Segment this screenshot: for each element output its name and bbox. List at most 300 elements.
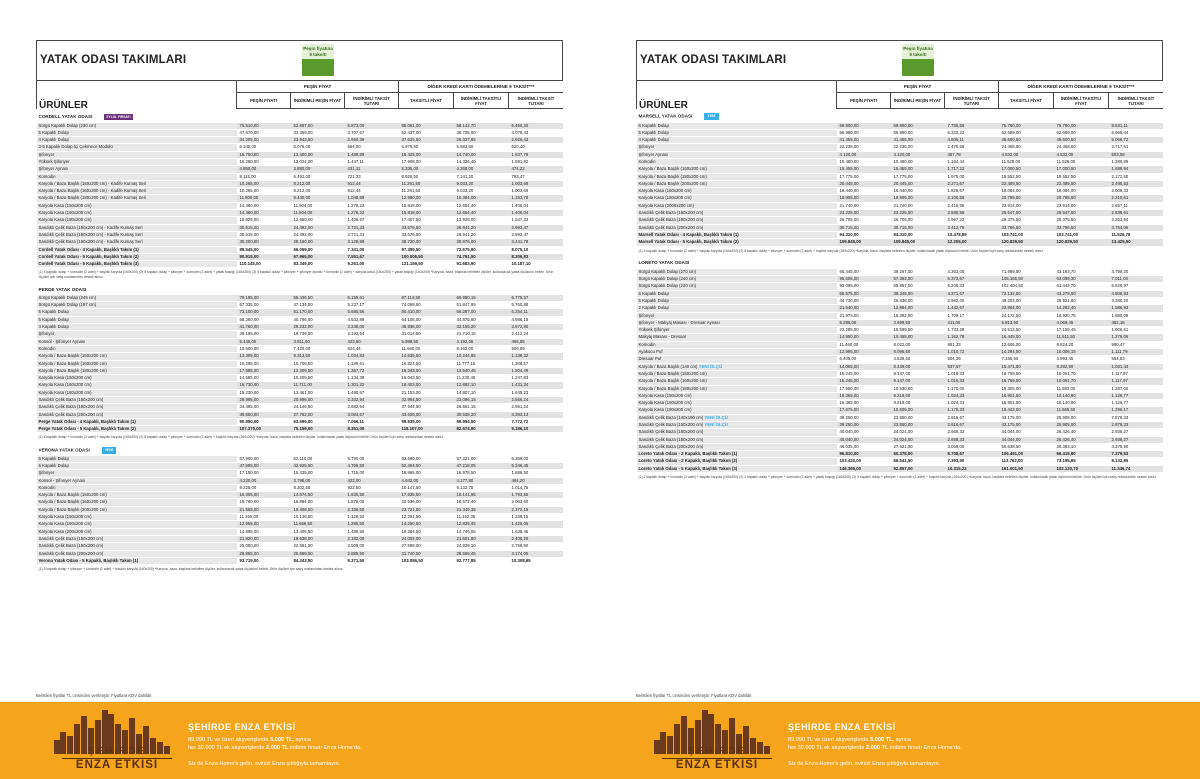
- price-cell: 19.230,00: [237, 389, 291, 396]
- price-cell: 7.155,50: [999, 356, 1054, 363]
- table-row: [37, 180, 564, 187]
- set-price: 103.420,00: [837, 458, 891, 465]
- product-name: 5 Kapaklı Dolap: [37, 316, 237, 323]
- price-cell: 504,39: [945, 356, 999, 363]
- price-cell: 1.034,83: [345, 353, 399, 360]
- price-cell: 9.440,00: [291, 195, 345, 202]
- product-name: Yüksek Şifonyer: [637, 327, 837, 334]
- price-cell: 22.489,50: [1054, 180, 1109, 187]
- note-row: [37, 268, 564, 281]
- price-cell: 5.583,60: [454, 144, 509, 151]
- price-cell: 29.375,50: [1054, 217, 1109, 224]
- price-cell: 6.826,97: [1109, 283, 1164, 290]
- table-row: [637, 276, 1164, 283]
- price-cell: 4.220,00: [237, 477, 291, 484]
- product-name: 5 Kapaklı Dolap: [637, 297, 837, 304]
- price-cell: 906,89: [509, 345, 564, 352]
- price-cell: 5.066,72: [1109, 137, 1164, 144]
- section-name: PERGE YATAK ODASI: [38, 286, 87, 292]
- product-name: Sandıklı Çelik Baza (160x200 cm) - Kadife Kumaş Seri: [37, 231, 237, 238]
- banner-text-1c: , ayrıca: [892, 737, 911, 743]
- set-price: 73.195,65: [1054, 458, 1109, 465]
- price-cell: 423,50: [345, 338, 399, 345]
- price-cell: 39.250,00: [837, 421, 891, 428]
- price-cell: 13.405,50: [291, 528, 345, 535]
- product-name: Şifonyer: [37, 151, 237, 158]
- total-row: [37, 418, 564, 425]
- price-cell: 19.736,50: [291, 331, 345, 338]
- price-cell: 1.406,04: [509, 210, 564, 217]
- price-cell: 1.826,67: [945, 188, 999, 195]
- price-cell: 14.746,05: [454, 528, 509, 535]
- price-cell: 1.247,83: [509, 375, 564, 382]
- promo-banner: [0, 702, 600, 779]
- price-cell: 30.715,00: [891, 224, 945, 231]
- price-cell: 16.750,00: [237, 151, 291, 158]
- price-cell: 8.439,00: [891, 363, 945, 370]
- product-name: Makyaj Masası - Dresuar: [637, 334, 837, 341]
- price-cell: 19.638,00: [291, 535, 345, 542]
- table-row: [37, 382, 564, 389]
- price-cell: 9.132,75: [454, 484, 509, 491]
- price-cell: 16.440,00: [891, 188, 945, 195]
- price-cell: 12.606,00: [999, 341, 1054, 348]
- price-cell: 5.813,50: [999, 319, 1054, 326]
- set-price: 103.741,00: [999, 231, 1054, 238]
- product-name: Sandıklı Çelik Baza (180x200 cm): [637, 217, 837, 224]
- table-row: [637, 407, 1164, 414]
- price-cell: 29.521,80: [1054, 297, 1109, 304]
- price-cell: 13.305,00: [237, 353, 291, 360]
- product-name: Konsol - Şifonyer Aynası: [37, 338, 237, 345]
- price-cell: 2.580,56: [945, 210, 999, 217]
- price-cell: 25.905,00: [1054, 414, 1109, 421]
- price-cell: 17.000,50: [1054, 166, 1109, 173]
- set-price: 69.954,50: [454, 418, 509, 425]
- price-cell: 57.900,00: [237, 456, 291, 463]
- price-cell: 15.245,00: [837, 370, 891, 377]
- banner-text-2b: 2.000 TL: [266, 744, 289, 751]
- price-cell: 503,56: [1109, 151, 1164, 158]
- set-name: Marsell Yatak Odası - 5 Kapaklı, Başlıklı Takım (2): [637, 239, 837, 246]
- price-cell: 19.408,50: [291, 506, 345, 513]
- price-cell: 76.780,00: [999, 123, 1054, 130]
- product-name: Sandıklı Çelik Baza (200x200 cm): [637, 224, 837, 231]
- price-cell: 2.669,33: [945, 436, 999, 443]
- price-cell: 1.547,33: [509, 217, 564, 224]
- price-cell: 5.285,00: [837, 319, 891, 326]
- table-row: [37, 521, 564, 528]
- banner-text-2c: indirim fırsatı Enza Home'da.: [888, 744, 962, 751]
- price-cell: 14.380,00: [237, 202, 291, 209]
- price-cell: 18.760,00: [237, 499, 291, 506]
- price-cell: 58.280,00: [237, 316, 291, 323]
- price-cell: 1.287,00: [1109, 385, 1164, 392]
- price-cell: 56.287,00: [454, 309, 509, 316]
- set-price: 8.075,10: [509, 246, 564, 253]
- price-cell: 3.128,89: [345, 239, 399, 246]
- price-cell: 19.343,50: [399, 367, 454, 374]
- price-cell: 49.203,00: [999, 297, 1054, 304]
- price-cell: 1.715,00: [345, 470, 399, 477]
- price-cell: 33.786,50: [999, 224, 1054, 231]
- column-header: İNDİRİMLİ TAKSİTLİ FİYAT: [1054, 93, 1109, 109]
- price-table: [36, 80, 563, 573]
- column-header: İNDİRİMLİ PEŞİN FİYAT: [291, 93, 345, 109]
- price-cell: 1.126,77: [1109, 392, 1164, 399]
- table-row: [637, 312, 1164, 319]
- price-cell: 22.489,50: [999, 180, 1054, 187]
- price-cell: 11.504,00: [291, 210, 345, 217]
- price-cell: 62.689,00: [999, 129, 1054, 136]
- price-cell: 1.495,67: [345, 389, 399, 396]
- price-cell: 14.674,50: [291, 492, 345, 499]
- product-name: Karyola Kasa (180x200 cm): [37, 217, 237, 224]
- price-cell: 4.192,65: [454, 338, 509, 345]
- price-cell: 15.365,00: [837, 400, 891, 407]
- table-row: [37, 137, 564, 144]
- price-cell: 52.437,00: [399, 129, 454, 136]
- price-cell: 3.441,78: [509, 239, 564, 246]
- campaign-badge: EYLÜL FIRSATI: [106, 115, 131, 120]
- product-name: 4 Kapaklı Dolap: [37, 324, 237, 331]
- price-cell: 43.279,50: [1054, 290, 1109, 297]
- set-name: Loreto Yatak Odası - 2 Kapaklı, Başlıklı Takım (1): [637, 451, 837, 458]
- price-cell: 16.824,50: [399, 360, 454, 367]
- price-cell: 63.099,30: [1054, 276, 1109, 283]
- price-cell: 24.492,00: [291, 224, 345, 231]
- price-cell: 5.685,56: [345, 309, 399, 316]
- price-cell: 30.615,00: [237, 224, 291, 231]
- product-name: 2 Kapaklı Dolap: [637, 305, 837, 312]
- price-cell: 27.762,00: [291, 411, 345, 418]
- price-cell: 24.002,00: [399, 535, 454, 542]
- price-cell: 16.730,00: [237, 382, 291, 389]
- price-cell: 1.024,33: [945, 400, 999, 407]
- product-name: Şifonyer - Makyaj Masası - Dresuar Aynası: [637, 319, 837, 326]
- table-row: [637, 217, 1164, 224]
- price-cell: 465,85: [509, 338, 564, 345]
- price-sheet-right: [636, 40, 1163, 700]
- price-cell: 912,44: [345, 188, 399, 195]
- table-row: [637, 123, 1164, 130]
- price-cell: 10.138,50: [291, 514, 345, 521]
- price-cell: 16.978,50: [454, 470, 509, 477]
- total-row: [37, 557, 564, 564]
- table-row: [637, 137, 1164, 144]
- price-cell: 2.967,22: [945, 217, 999, 224]
- sheet-header: [636, 40, 1163, 80]
- price-cell: 2.885,50: [345, 550, 399, 557]
- price-cell: 1.308,57: [509, 360, 564, 367]
- price-cell: 891,33: [945, 341, 999, 348]
- price-cell: 4.606,11: [945, 137, 999, 144]
- price-cell: 23.225,00: [837, 210, 891, 217]
- table-row: [637, 421, 1164, 428]
- set-price: 8.306,83: [509, 253, 564, 260]
- price-cell: 44.875,60: [454, 316, 509, 323]
- table-row: [37, 389, 564, 396]
- section-note: (1) 4 kapaklı dolap + komodin (2 adet) + başlıklı karyola (160x200) (2) 5 kapaklı dolap + şifonyer + komodin (2 adet) + başlıklı karyola (160x200) *Karyola, baza, başlıkta belirtilen ölçüler, kullanılacak yatak ölçüsünü belirtir. Ürün ölçüleri için satış noktasından destek alınız.: [638, 248, 1044, 253]
- product-name: Sandıklı Çelik Baza (140x190 cm) YENİ ÖLÇÜ: [637, 414, 837, 421]
- price-cell: 55.436,50: [291, 295, 345, 302]
- price-cell: 1.048,89: [345, 195, 399, 202]
- price-cell: 18.084,00: [1054, 188, 1109, 195]
- product-name: Şifonyer: [637, 312, 837, 319]
- price-cell: 31.740,50: [399, 550, 454, 557]
- price-cell: 18.905,00: [837, 195, 891, 202]
- price-cell: 16.043,50: [399, 375, 454, 382]
- product-name: Sandıklı Çelik Baza (180x200 cm) - Kadife Kumaş Seri: [37, 239, 237, 246]
- set-price: 7.551,67: [345, 253, 399, 260]
- section-title: [637, 109, 1164, 123]
- price-cell: 16.384,50: [399, 528, 454, 535]
- price-cell: 19.552,50: [999, 173, 1054, 180]
- set-price: 75.159,00: [291, 426, 345, 433]
- price-cell: 2.310,61: [1109, 195, 1164, 202]
- product-name: Komodin: [637, 341, 837, 348]
- price-cell: 10.465,00: [891, 334, 945, 341]
- price-cell: 12.980,00: [399, 195, 454, 202]
- price-cell: 6.965,44: [1109, 129, 1164, 136]
- price-cell: 14.065,00: [837, 363, 891, 370]
- set-price: 60.378,00: [891, 451, 945, 458]
- price-cell: 23.914,00: [999, 202, 1054, 209]
- note-row: [37, 565, 564, 574]
- product-name: Karyola / Baza Başlık (160x200 cm): [37, 360, 237, 367]
- price-cell: 1.504,49: [509, 367, 564, 374]
- set-price: 84.343,50: [291, 557, 345, 564]
- price-cell: 6.254,11: [509, 309, 564, 316]
- price-cell: 14.380,00: [237, 210, 291, 217]
- price-cell: 1.638,45: [509, 528, 564, 535]
- price-cell: 58.142,70: [454, 123, 509, 130]
- price-cell: 28.855,00: [237, 550, 291, 557]
- price-cell: 2.332,94: [345, 397, 399, 404]
- installment-badge: [902, 44, 934, 76]
- set-name: Cordell Yatak Odası - 5 Kapaklı, Başlıklı Takım (2): [37, 253, 237, 260]
- new-badge: YENİ: [704, 113, 718, 120]
- price-cell: 1.489,50: [345, 528, 399, 535]
- price-cell: 457,78: [945, 151, 999, 158]
- price-cell: 464,20: [509, 477, 564, 484]
- product-name: Şifonyer: [637, 144, 837, 151]
- set-price: 113.762,00: [999, 458, 1054, 465]
- price-cell: 52.857,00: [291, 123, 345, 130]
- price-cell: 23.804,00: [999, 305, 1054, 312]
- set-price: 7.379,53: [1109, 451, 1164, 458]
- price-cell: 1.295,50: [345, 521, 399, 528]
- price-cell: 6.332,22: [945, 129, 999, 136]
- price-cell: 9.313,50: [291, 353, 345, 360]
- product-name: Sandıklı Çelik Baza (200x200 cm): [637, 443, 837, 450]
- product-name: Sandıklı Çelik Baza (180x200 cm): [637, 436, 837, 443]
- price-cell: 14.250,50: [399, 521, 454, 528]
- price-cell: 25.547,50: [1054, 210, 1109, 217]
- set-name: Loreto Yatak Odası - 2 Kapaklı, Başlıklı Takım (2): [637, 458, 837, 465]
- price-cell: 26.705,00: [837, 217, 891, 224]
- table-row: [37, 345, 564, 352]
- price-cell: 5.076,00: [291, 144, 345, 151]
- price-cell: 4.799,30: [1109, 269, 1164, 276]
- price-cell: 17.908,00: [399, 158, 454, 165]
- table-row: [637, 151, 1164, 158]
- price-cell: 1.010,72: [945, 349, 999, 356]
- price-cell: 21.740,00: [837, 202, 891, 209]
- price-cell: 28.566,45: [454, 550, 509, 557]
- price-cell: 2.759,90: [509, 543, 564, 550]
- price-cell: 41.455,00: [837, 137, 891, 144]
- product-name: Şifonyer Aynası: [637, 151, 837, 158]
- price-cell: 1.733,28: [945, 327, 999, 334]
- table-row: [37, 543, 564, 550]
- price-cell: 21.640,00: [837, 305, 891, 312]
- price-cell: 24.458,50: [999, 144, 1054, 151]
- price-cell: 4.993,45: [1054, 356, 1109, 363]
- table-row: [37, 397, 564, 404]
- column-header: İNDİRİMLİ TAKSİT TUTARI: [1109, 93, 1164, 109]
- price-cell: 4.986,18: [509, 316, 564, 323]
- price-cell: 1.888,94: [1109, 166, 1164, 173]
- price-cell: 411,06: [945, 319, 999, 326]
- table-row: [637, 297, 1164, 304]
- price-cell: 19.442,50: [999, 407, 1054, 414]
- price-cell: 17.407,50: [399, 217, 454, 224]
- table-row: [637, 341, 1164, 348]
- price-cell: 17.935,50: [399, 492, 454, 499]
- table-row: [37, 217, 564, 224]
- price-cell: 69.800,00: [837, 123, 891, 130]
- price-cell: 2.616,67: [945, 414, 999, 421]
- price-cell: 30.715,00: [837, 224, 891, 231]
- table-row: [637, 210, 1164, 217]
- table-row: [37, 411, 564, 418]
- price-cell: 5.873,00: [345, 123, 399, 130]
- price-cell: 79.195,00: [237, 295, 291, 302]
- price-cell: 1.296,17: [1109, 407, 1164, 414]
- price-cell: 9.225,00: [237, 484, 291, 491]
- price-cell: 3.754,06: [1109, 224, 1164, 231]
- price-cell: 14.635,50: [399, 353, 454, 360]
- price-cell: 1.586,93: [1109, 305, 1164, 312]
- price-cell: 2.182,00: [345, 535, 399, 542]
- price-cell: 2.372,15: [509, 506, 564, 513]
- price-cell: 3.412,78: [945, 224, 999, 231]
- price-cell: 10.006,15: [1054, 349, 1109, 356]
- price-cell: 25.547,50: [999, 210, 1054, 217]
- new-size-label: YENİ ÖLÇÜ: [698, 363, 723, 369]
- price-cell: 8.212,00: [291, 188, 345, 195]
- price-cell: 10.265,00: [237, 188, 291, 195]
- price-cell: 62.689,00: [1054, 129, 1109, 136]
- price-cell: 15.365,00: [837, 392, 891, 399]
- price-cell: 2.936,27: [1109, 436, 1164, 443]
- price-cell: 30.538,20: [454, 411, 509, 418]
- set-price: 9.186,10: [509, 426, 564, 433]
- price-cell: 38.720,00: [399, 239, 454, 246]
- set-price: 10.315,22: [945, 465, 999, 472]
- price-cell: 13.540,45: [454, 367, 509, 374]
- price-cell: 47.218,05: [454, 462, 509, 469]
- section-note: (1) 2 kapaklı dolap + komodin (2 adet) + başlıklı karyola (160x200) (2) 2 kapaklı dolap + şifonyer + komodin (2 adet) + yatak başlığı (160x200) (3) 5 kapaklı dolap + şifonyer + komodin (2 adet) + başlıklı karyola (160x200) *Karyola, baza, başlıkta belirtilen ölçüler, kullanılacak yatak ölçüsünü belirtir. Ürün ölçüleri için satış noktasından destek alınız.: [638, 475, 1157, 480]
- price-cell: 1.003,69: [509, 180, 564, 187]
- table-row: [37, 202, 564, 209]
- price-cell: 1.138,32: [509, 353, 564, 360]
- set-price: 74.761,50: [454, 253, 509, 260]
- total-row: [637, 458, 1164, 465]
- price-cell: 43.626,00: [399, 411, 454, 418]
- table-row: [637, 129, 1164, 136]
- section-name: CORDELL YATAK ODASI: [38, 114, 93, 120]
- set-price: 7.066,11: [345, 418, 399, 425]
- price-cell: 21.740,00: [891, 202, 945, 209]
- price-cell: 2.192,94: [345, 331, 399, 338]
- price-cell: 24.492,00: [291, 231, 345, 238]
- table-row: [37, 173, 564, 180]
- price-cell: 20.636,00: [399, 499, 454, 506]
- banner-heading: ŞEHİRDE ENZA ETKİSİ: [788, 722, 896, 732]
- price-cell: 1.031,43: [1109, 363, 1164, 370]
- price-cell: 1.447,11: [345, 158, 399, 165]
- set-name: Marsell Yatak Odası - 4 Kapaklı, Başlıklı Takım (1): [637, 231, 837, 238]
- column-header: İNDİRİMLİ TAKSİT TUTARI: [345, 93, 399, 109]
- price-cell: 14.740,00: [454, 151, 509, 158]
- product-name: Karyola / Baza Başlık (200x200 cm): [37, 506, 237, 513]
- price-cell: 1.876,00: [345, 499, 399, 506]
- price-cell: 1.280,89: [1109, 158, 1164, 165]
- price-cell: 721,33: [345, 173, 399, 180]
- set-price: 103.741,00: [1054, 231, 1109, 238]
- section-row: [637, 109, 1164, 123]
- product-name: Karyola / Baza Başlık (180x200 cm): [637, 173, 837, 180]
- price-cell: 45.600,50: [999, 137, 1054, 144]
- price-cell: 12.309,50: [291, 367, 345, 374]
- table-row: [37, 123, 564, 130]
- price-cell: 1.117,97: [1109, 370, 1164, 377]
- set-name: Cordell Yatak Odası - 5 Kapaklı, Başlıklı Takım (3): [37, 261, 237, 268]
- price-cell: 8.162,00: [454, 345, 509, 352]
- price-cell: 18.425,00: [399, 151, 454, 158]
- price-cell: 24.172,50: [999, 312, 1054, 319]
- price-cell: 6.159,61: [345, 295, 399, 302]
- price-cell: 15.599,50: [891, 327, 945, 334]
- price-cell: 1.975,00: [945, 173, 999, 180]
- table-row: [37, 528, 564, 535]
- price-cell: 13.024,00: [291, 158, 345, 165]
- product-name: Karyola Kasa (180x200 cm): [37, 389, 237, 396]
- price-cell: 25.905,00: [1054, 421, 1109, 428]
- product-name: Sandıklı Çelik Baza (200x200 cm): [37, 411, 237, 418]
- installment-badge: [302, 44, 334, 76]
- price-cell: 2.721,33: [345, 231, 399, 238]
- table-row: [637, 400, 1164, 407]
- price-cell: 1.024,33: [945, 392, 999, 399]
- price-cell: 23.943,50: [291, 137, 345, 144]
- price-cell: 1.301,22: [345, 382, 399, 389]
- new-size-label: YENİ ÖLÇÜ: [704, 421, 728, 427]
- price-cell: 32.994,50: [399, 397, 454, 404]
- banner-text-3: Siz de Enza Home'a gelin, evinizi Enza şıklığıyla tamamlayın.: [788, 761, 941, 767]
- price-cell: 21.565,00: [237, 506, 291, 513]
- table-row: [37, 550, 564, 557]
- table-row: [637, 414, 1164, 421]
- price-cell: 16.920,75: [1054, 312, 1109, 319]
- price-cell: 8.531,11: [1109, 123, 1164, 130]
- price-cell: 28.160,00: [291, 239, 345, 246]
- price-cell: 47.134,50: [291, 302, 345, 309]
- price-cell: 20.445,00: [837, 180, 891, 187]
- price-cell: 15.245,00: [837, 378, 891, 385]
